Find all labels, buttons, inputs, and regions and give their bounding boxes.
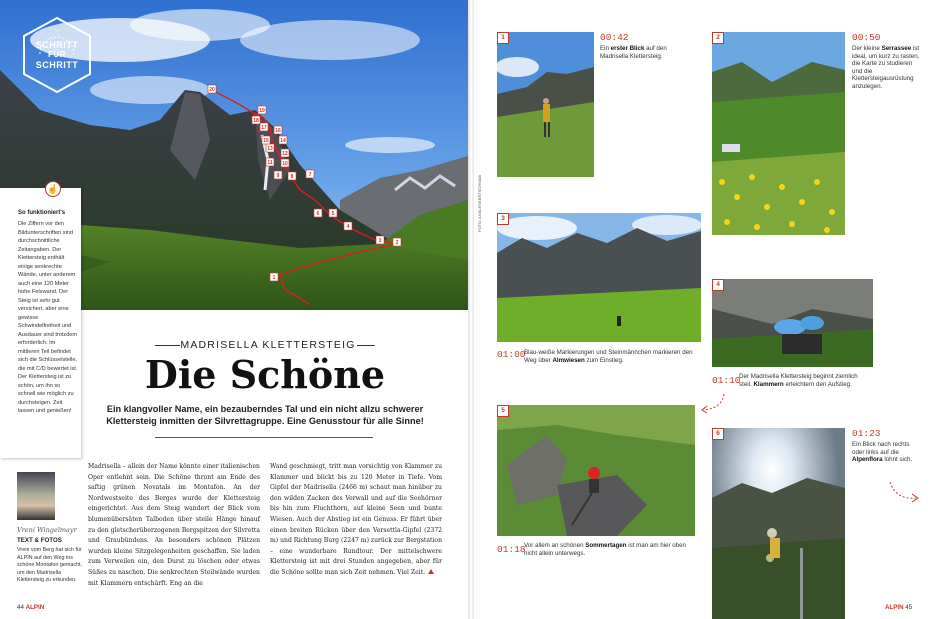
svg-text:19: 19 (259, 108, 265, 114)
badge-line-2: FÜR (48, 50, 66, 59)
step-4-time: 01:10 (712, 375, 741, 386)
step-3-photo (497, 213, 701, 342)
kicker-rule-right (357, 345, 375, 346)
step-3-time: 01:00 (497, 349, 526, 360)
step-6-number: 6 (712, 428, 724, 440)
folio-left (17, 604, 44, 611)
svg-text:13: 13 (267, 146, 273, 152)
step-4-photo (712, 279, 873, 367)
step-2-photo (712, 32, 845, 235)
body-column-1: Madrisella – allein der Name könnte einer italienischen Oper entlehnt sein. Die Schöne thront am Ende des saftig grünen Novatals im Montafon. An der Nordwestseite des Berges wurde der Klettersteig eingerichtet. Aus dem Steig wandert der Blick vom blumenübersäten Talboden über steile Hänge hinauf zu den gletscherüberzogenen Bergspitzen der Silvretta und Graubündens. An besonders schönen Plätzen wurden kleine Sitzgelegenheiten geschaffen. Sie laden zum Verweilen ein, den Durst zu löschen oder etwas Süßes zu naschen. Die senkrechten Steilwände wurden mit Klammern entschärft. Eng an die (88, 463, 260, 587)
folio-right (885, 604, 912, 611)
route-marker-1 (270, 273, 278, 281)
step-2-caption (852, 45, 922, 91)
step-4-number: 4 (712, 279, 724, 291)
magazine-name-left: ALPIN (25, 604, 45, 611)
badge-line-3: SCHRITT (35, 60, 79, 70)
route-marker-14 (279, 136, 287, 144)
route-marker-10 (281, 159, 289, 167)
route-marker-4 (344, 222, 352, 230)
author-label: TEXT & FOTOS (17, 537, 62, 544)
svg-text:5: 5 (331, 211, 335, 217)
svg-text:16: 16 (275, 128, 281, 134)
route-marker-16 (274, 126, 282, 134)
photo-credit: FOTO: ANSLENKERTSCHWAB (477, 174, 482, 232)
page-number-left: 44 (17, 604, 24, 611)
svg-text:12: 12 (282, 151, 288, 157)
pointing-hand-icon: ☝ (45, 181, 61, 197)
svg-text:3: 3 (378, 238, 382, 244)
article-headline: Die Schöne (144, 352, 386, 397)
route-marker-15 (262, 136, 270, 144)
step-2-time: 00:50 (852, 32, 881, 43)
route-marker-2 (393, 238, 401, 246)
step-1-number: 1 (497, 32, 509, 44)
step-1-time: 00:42 (600, 32, 629, 43)
step-5-caption-pre: Vor allem an schönen (524, 542, 586, 549)
step-2-caption-pre: Der kleine (852, 45, 882, 52)
step-5-time: 01:18 (497, 544, 526, 555)
end-mark-icon (428, 569, 434, 574)
how-it-works-body: Die Ziffern vor den Bildunterschriften sind durchschnittliche Zeitangaben. Der Klettersteig enthält einige senkrechte Wände, unter anderem auch eine 120 Meter hohe Felswand. Der Steig ist sehr gut versichert, aber eine gewisse Schwindelfreiheit und Ausdauer sind trotzdem erforderlich. Im mittleren Teil befindet sich die Schlüsselstelle, die mit C/D bewertet ist. Der Klettersteig ist zu schön, um ihn so schnell wie möglich zu durchsteigen. Zeit lassen und genießen! (18, 221, 78, 414)
curved-arrow-icon (698, 392, 728, 414)
step-4-caption-pre: Der Madrisella Klettersteig beginnt ziemlich steil. (739, 373, 858, 388)
svg-text:20: 20 (209, 87, 215, 93)
step-5-caption-bold: Sommertagen (585, 542, 627, 549)
svg-text:17: 17 (261, 125, 267, 131)
svg-text:14: 14 (280, 138, 286, 144)
route-marker-5 (329, 209, 337, 217)
svg-text:11: 11 (267, 160, 273, 166)
step-4-caption-bold: Klammern (753, 380, 784, 388)
route-marker-9 (274, 171, 282, 179)
svg-text:9: 9 (276, 173, 280, 179)
svg-text:2: 2 (395, 240, 399, 246)
route-marker-3 (376, 236, 384, 244)
route-marker-8 (288, 172, 296, 180)
step-5-caption-post: ist man am hier oben nicht allein unterwegs. (524, 542, 686, 557)
step-5-number: 5 (497, 405, 509, 417)
step-1-caption-bold: erster Blick (610, 45, 645, 52)
step-4-caption (739, 373, 859, 388)
step-3-caption-bold: Almwiesen (552, 356, 585, 364)
dek-rule (155, 437, 373, 438)
badge-line-1: SCHRITT (35, 40, 79, 50)
author-photo (17, 472, 55, 520)
spine-gutter (468, 0, 474, 619)
how-it-works-title: So funktioniert's (18, 210, 66, 216)
svg-text:18: 18 (253, 118, 259, 124)
step-2-caption-bold: Serrassee (881, 45, 912, 52)
svg-text:6: 6 (316, 211, 320, 217)
svg-text:8: 8 (290, 174, 294, 180)
step-by-step-badge (18, 16, 96, 94)
step-2-number: 2 (712, 32, 724, 44)
route-marker-19 (258, 106, 266, 114)
route-marker-11 (266, 158, 274, 166)
author-signature: Vreni Wingelmayr (17, 526, 77, 534)
step-2-caption-post: ist ideal, um kurz zu rasten, die Karte zu studieren und die Klettersteigausrüstung anzulegen. (852, 45, 920, 90)
step-1-caption (600, 45, 685, 60)
route-marker-13 (266, 144, 274, 152)
route-marker-6 (314, 209, 322, 217)
step-6-caption (852, 441, 922, 464)
svg-text:7: 7 (308, 172, 312, 178)
step-6-time: 01:23 (852, 428, 881, 439)
step-3-number: 3 (497, 213, 509, 225)
svg-text:4: 4 (346, 224, 350, 230)
step-1-caption-pre: Ein (600, 45, 611, 52)
body-column-2 (270, 462, 442, 579)
step-6-caption-bold: Alpenflora (852, 456, 883, 464)
step-6-caption-pre: Ein Blick nach rechts oder links auf die (852, 441, 910, 456)
article-dek: Ein klangvoller Name, ein bezauberndes Tal und ein nicht allzu schwerer Klettersteig inmitten der Silvrettagruppe. Eine Genusstour für alle Sinne! (106, 404, 424, 426)
curved-arrow-icon-2 (888, 478, 922, 504)
page-number-right: 45 (905, 604, 913, 611)
route-marker-18 (252, 116, 260, 124)
step-4-caption-post: erleichtern den Aufstieg. (783, 380, 852, 388)
step-3-caption-post: zum Einstieg. (584, 356, 624, 364)
step-6-photo (712, 428, 845, 619)
step-5-photo (497, 405, 695, 536)
step-5-caption (524, 542, 694, 557)
svg-text:15: 15 (263, 138, 269, 144)
svg-text:1: 1 (272, 275, 276, 281)
route-marker-12 (281, 149, 289, 157)
step-1-caption-post: auf den Madrisella Klettersteig. (600, 45, 667, 60)
route-marker-7 (306, 170, 314, 178)
step-3-caption (524, 349, 704, 364)
svg-text:10: 10 (282, 161, 288, 167)
article-kicker: MADRISELLA KLETTERSTEIG (180, 339, 356, 351)
body-column-2-text: Wand geschmiegt, tritt man vorsichtig von Klammer zu Klammer und blickt bis zu 120 Meter in Tiefe. Vom Gipfel der Madrisella (2466 m) schaut man hinüber zu den wilden Zacken des Verwall und auf die Seehörner bis hin zum Fluchthorn, auf kleine Seen und bunte Wiesen. Auch der Abstieg ist ein Genuss. Er führt über einen breiten Rücken über den Versettla-Gipfel (2372 m) und Richtung Burg (2247 m) zurück zur Bergstation – eine wunderbare Rundtour. Der mittelschwere Klettersteig ist mit drei Stunden angegeben, aber für die Schöne sollte man sich Zeit nehmen. Viel Zeit. (270, 463, 442, 576)
author-bio: Vreni vom Berg hat sich für ALPIN auf den Weg ins schöne Montafon gemacht, um den Madrisella Klettersteig zu erkunden. (17, 547, 83, 583)
step-1-photo (497, 32, 594, 177)
step-3-caption-pre: Blau-weiße Markierungen und Steinmännchen markieren den Weg über (524, 349, 693, 364)
magazine-name-right: ALPIN (885, 604, 904, 611)
route-marker-20 (208, 85, 216, 93)
how-it-works-box (0, 184, 81, 458)
step-6-caption-post: lohnt sich. (882, 456, 913, 464)
kicker-rule-left (155, 345, 180, 346)
route-marker-17 (260, 123, 268, 131)
